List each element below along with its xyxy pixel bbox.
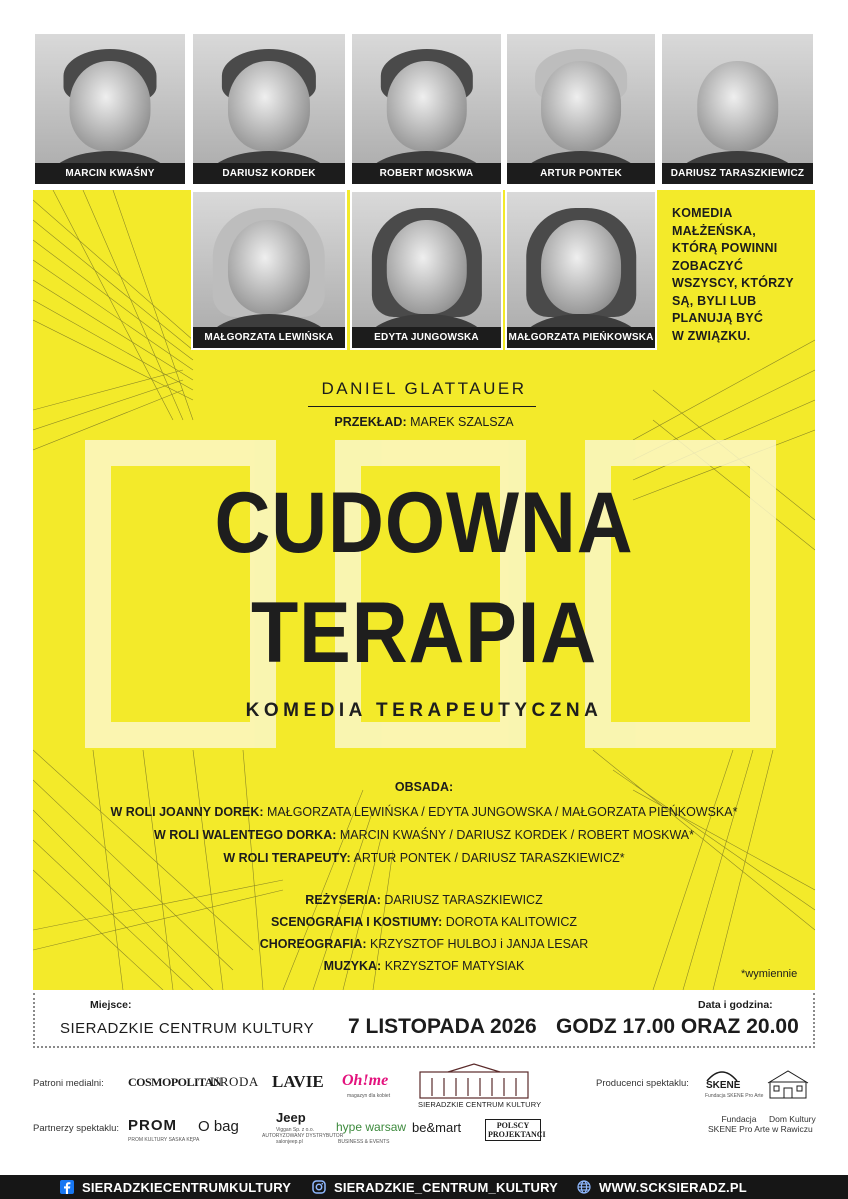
- role-name: W ROLI JOANNY DOREK:: [110, 804, 264, 819]
- building-icon: [418, 1062, 530, 1100]
- instagram-handle: SIERADZKIE_CENTRUM_KULTURY: [334, 1179, 559, 1195]
- host-logo-text: SIERADZKIE CENTRUM KULTURY: [418, 1100, 542, 1109]
- producer1-caption: [708, 1114, 770, 1134]
- cast-photo-marcin-kwasny: [33, 32, 187, 186]
- cast-photo-name: MARCIN KWAŚNY: [35, 163, 185, 184]
- role-name: W ROLI TERAPEUTY:: [223, 850, 351, 865]
- translation-label: PRZEKŁAD:: [334, 415, 407, 429]
- subtitle: KOMEDIA TERAPEUTYCZNA: [245, 700, 603, 721]
- crew-person: KRZYSZTOF MATYSIAK: [384, 958, 525, 973]
- prom-logo: PROM: [128, 1117, 177, 1134]
- portrait-image: [193, 34, 345, 184]
- crew-role: MUZYKA:: [323, 958, 382, 973]
- place-label: Miejsce:: [90, 999, 132, 1011]
- tagline-line: ZOBACZYĆ: [672, 258, 744, 273]
- jeep-logo-caption-2: AUTORYZOWANY DYSTRYBUTOR: [262, 1133, 344, 1139]
- facebook-icon: [60, 1180, 74, 1194]
- role-actors: MARCIN KWAŚNY / DARIUSZ KORDEK / ROBERT MOSKWA*: [339, 827, 694, 842]
- crew-line: [17, 889, 831, 911]
- facebook-link[interactable]: [60, 1175, 291, 1199]
- jeep-logo-caption-3: salonjeep.pl: [276, 1139, 303, 1145]
- tagline-line: MAŁŻEŃSKA,: [672, 223, 756, 238]
- cast-heading-text: OBSADA:: [394, 779, 454, 794]
- translation-credit: [0, 415, 848, 429]
- tagline-line: KTÓRĄ POWINNI: [672, 241, 778, 255]
- cast-photo-name: EDYTA JUNGOWSKA: [352, 327, 501, 348]
- producer2-caption-line: w Rawiczu: [772, 1124, 813, 1134]
- instagram-icon: [312, 1180, 326, 1194]
- producers-label: Producenci spektaklu:: [596, 1078, 689, 1089]
- globe-icon: [577, 1180, 591, 1194]
- datetime-label: Data i godzina:: [698, 999, 773, 1011]
- role-name: W ROLI WALENTEGO DORKA:: [154, 827, 337, 842]
- crew-person: DARIUSZ TARASZKIEWICZ: [384, 892, 543, 907]
- author-name: DANIEL GLATTAUER: [321, 379, 527, 398]
- cast-role-line: [17, 847, 831, 869]
- cosmopolitan-logo: COSMOPOLITAN: [128, 1075, 222, 1089]
- tagline-line: PLANUJĄ BYĆ: [672, 311, 764, 325]
- skene-logo-caption: Fundacja SKENE Pro Arte: [705, 1093, 764, 1099]
- cast-photo-name: MAŁGORZATA LEWIŃSKA: [193, 327, 345, 348]
- hype-warsaw-logo: hype warsaw: [336, 1120, 407, 1134]
- cast-photo-malgorzata-lewinska: [191, 190, 347, 350]
- tagline-line: KOMEDIA: [672, 206, 733, 220]
- cast-photo-name: ROBERT MOSKWA: [352, 163, 501, 184]
- translator-name: MAREK SZALSZA: [410, 415, 514, 429]
- venue-name: SIERADZKIE CENTRUM KULTURY: [60, 1020, 315, 1037]
- jeep-logo: Jeep: [276, 1110, 306, 1125]
- cast-photo-name: DARIUSZ KORDEK: [193, 163, 345, 184]
- role-actors: MAŁGORZATA LEWIŃSKA / EDYTA JUNGOWSKA / MAŁGORZATA PIEŃKOWSKA*: [267, 804, 738, 819]
- author-underline: [308, 406, 536, 407]
- skene-logo: SKENE: [706, 1080, 741, 1091]
- ohme-logo: Oh!me: [342, 1072, 389, 1089]
- title-line-2: TERAPIA: [250, 585, 598, 681]
- media-patrons-label: Patroni medialni:: [33, 1078, 104, 1089]
- cast-photo-malgorzata-pienkowska: [505, 190, 657, 350]
- portrait-image: [507, 192, 655, 348]
- crew-role: SCENOGRAFIA I KOSTIUMY:: [270, 914, 443, 929]
- crew-line: [17, 933, 831, 955]
- facebook-handle: SIERADZKIECENTRUMKULTURY: [82, 1179, 292, 1195]
- producer1-caption-line: SKENE Pro Arte: [708, 1124, 770, 1134]
- portrait-image: [662, 34, 813, 184]
- role-actors: ARTUR PONTEK / DARIUSZ TARASZKIEWICZ*: [353, 850, 625, 865]
- cast-photo-name: MAŁGORZATA PIEŃKOWSKA: [507, 327, 655, 348]
- event-date: 7 LISTOPADA 2026: [348, 1015, 537, 1038]
- portrait-image: [352, 34, 501, 184]
- crew-role: CHOREOGRAFIA:: [259, 936, 367, 951]
- cast-photo-name: DARIUSZ TARASZKIEWICZ: [662, 163, 813, 184]
- cast-photo-artur-pontek: [505, 32, 657, 186]
- prom-logo-caption: PROM KULTURY SASKA KĘPA: [128, 1137, 200, 1143]
- portrait-image: [507, 34, 655, 184]
- hype-logo-caption: BUSINESS & EVENTS: [338, 1139, 390, 1145]
- producer1-caption-line: Fundacja: [721, 1114, 757, 1124]
- bemart-logo: be&mart: [412, 1120, 462, 1135]
- tagline-line: WSZYSCY, KTÓRZY: [672, 276, 794, 290]
- tagline-line: SĄ, BYLI LUB: [672, 293, 757, 308]
- cast-photo-edyta-jungowska: [350, 190, 503, 350]
- footer-bar: [0, 1175, 848, 1199]
- instagram-link[interactable]: [312, 1175, 558, 1199]
- uroda-logo: URODA: [210, 1074, 259, 1089]
- crew-role: REŻYSERIA:: [305, 892, 381, 907]
- swap-note: *wymiennie: [741, 968, 798, 980]
- cast-role-line: [17, 824, 831, 846]
- jeep-logo-caption-1: Viggan Sp. z o.o.: [276, 1127, 314, 1133]
- manor-house-icon: [766, 1068, 810, 1100]
- cast-photo-dariusz-kordek: [191, 32, 347, 186]
- ohme-logo-caption: magazyn dla kobiet: [347, 1093, 391, 1099]
- tagline: [672, 205, 802, 345]
- website-link[interactable]: [577, 1175, 747, 1199]
- crew-line: [17, 911, 831, 933]
- portrait-image: [352, 192, 501, 348]
- cast-role-line: [17, 801, 831, 823]
- polscy-projektanci-logo: POLSCY PROJEKTANCI: [485, 1119, 541, 1141]
- cast-photo-robert-moskwa: [350, 32, 503, 186]
- producer2-caption-line: Dom Kultury: [769, 1114, 816, 1124]
- obag-logo: O bag: [198, 1118, 239, 1135]
- website-url: WWW.SCKSIERADZ.PL: [599, 1179, 747, 1195]
- partners-label: Partnerzy spektaklu:: [33, 1123, 120, 1134]
- portrait-image: [35, 34, 185, 184]
- portrait-image: [193, 192, 345, 348]
- cast-heading: [17, 776, 831, 798]
- cast-photo-name: ARTUR PONTEK: [507, 163, 655, 184]
- crew-person: KRZYSZTOF HULBOJ i JANJA LESAR: [370, 936, 589, 951]
- cast-photo-dariusz-taraszkiewicz: [660, 32, 815, 186]
- title-line-1: CUDOWNA: [214, 475, 634, 571]
- tagline-line: W ZWIĄZKU.: [672, 328, 751, 343]
- lavie-logo: LAVIE: [272, 1072, 324, 1091]
- crew-person: DOROTA KALITOWICZ: [445, 914, 578, 929]
- crew-line: [17, 955, 831, 977]
- producer2-caption: [769, 1114, 816, 1134]
- event-time: GODZ 17.00 ORAZ 20.00: [556, 1015, 799, 1038]
